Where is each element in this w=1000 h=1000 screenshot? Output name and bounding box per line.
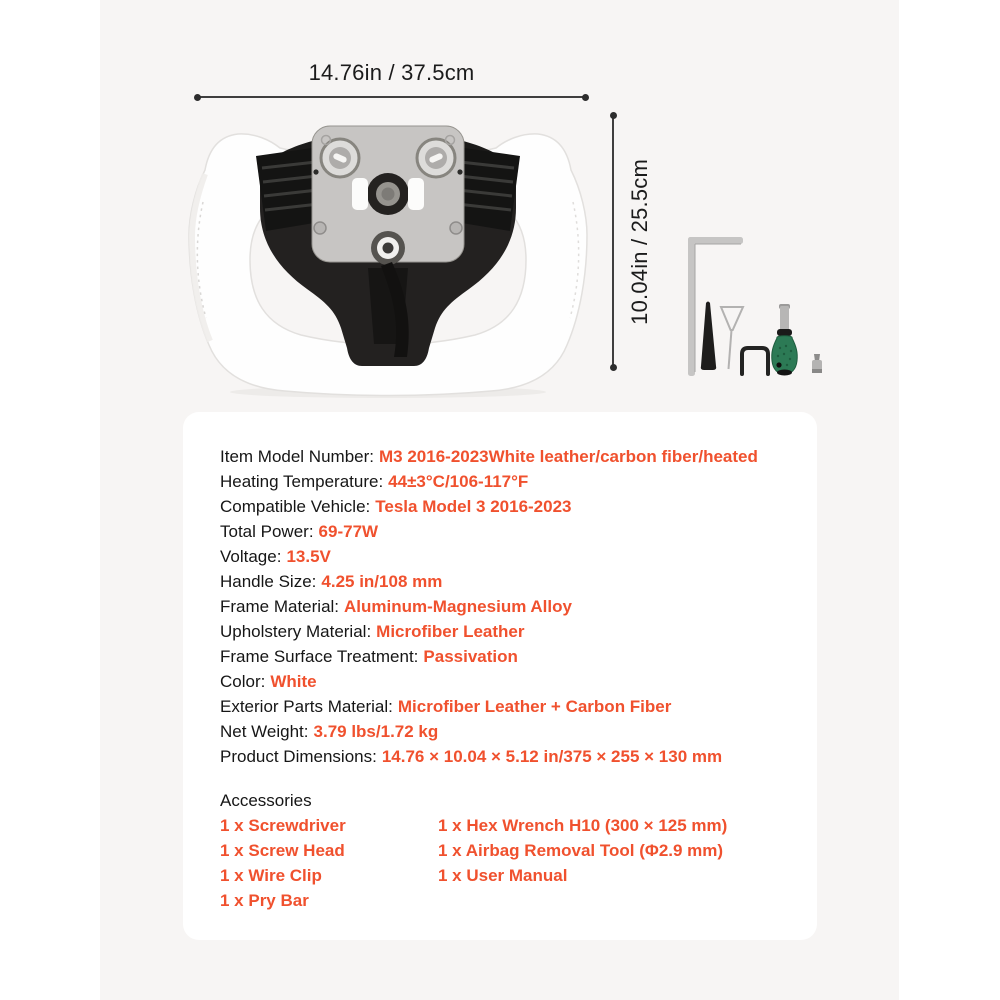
screw-head-bit <box>812 354 822 373</box>
plate-hole <box>314 222 326 234</box>
spec-value: M3 2016-2023White leather/carbon fiber/heated <box>379 447 758 466</box>
spec-row <box>220 444 789 469</box>
height-dimension-label-wrap <box>620 115 660 368</box>
spec-label: Voltage: <box>220 547 282 566</box>
spec-value: 3.79 lbs/1.72 kg <box>313 722 439 741</box>
connector-window <box>352 178 368 210</box>
spec-label: Handle Size: <box>220 572 317 591</box>
center-hub-core <box>382 188 395 201</box>
accessories-grid <box>220 813 789 913</box>
width-dimension-label: 14.76in / 37.5cm <box>308 60 475 85</box>
wire-clip <box>742 348 768 374</box>
spec-row <box>220 519 789 544</box>
spec-row <box>220 744 789 769</box>
spec-value: Microfiber Leather + Carbon Fiber <box>397 697 672 716</box>
accessory-item: 1 x Airbag Removal Tool (Φ2.9 mm) <box>438 841 724 860</box>
spec-list <box>220 444 789 769</box>
accessory-item: 1 x Hex Wrench H10 (300 × 125 mm) <box>438 816 728 835</box>
spec-row <box>220 594 789 619</box>
spec-row <box>220 669 789 694</box>
spec-row <box>220 494 789 519</box>
spec-label: Color: <box>220 672 266 691</box>
accessories-column-2 <box>438 813 727 913</box>
spec-value: 69-77W <box>318 522 379 541</box>
spec-value: Tesla Model 3 2016-2023 <box>375 497 572 516</box>
left-connector-block <box>256 148 320 231</box>
spec-label: Total Power: <box>220 522 314 541</box>
spec-value: 13.5V <box>286 547 331 566</box>
spec-row <box>220 719 789 744</box>
installation-tools-image <box>680 220 830 380</box>
spec-row <box>220 569 789 594</box>
accessory-item: 1 x User Manual <box>438 866 568 885</box>
accessory-item: 1 x Wire Clip <box>220 866 322 885</box>
width-dimension-arrow <box>197 96 586 98</box>
arrow-endpoint-dot <box>610 364 617 371</box>
spec-label: Exterior Parts Material: <box>220 697 393 716</box>
spec-card <box>183 412 817 940</box>
spec-row <box>220 469 789 494</box>
spec-label: Upholstery Material: <box>220 622 372 641</box>
screw <box>457 169 462 174</box>
arrow-endpoint-dot <box>582 94 589 101</box>
spec-value: White <box>270 672 317 691</box>
spec-label: Net Weight: <box>220 722 309 741</box>
spec-value: Aluminum-Magnesium Alloy <box>344 597 572 616</box>
spec-row <box>220 694 789 719</box>
airbag-removal-tool <box>721 307 743 369</box>
spec-row <box>220 644 789 669</box>
accessories-column-1 <box>220 813 438 913</box>
arrow-endpoint-dot <box>194 94 201 101</box>
spec-value: Passivation <box>423 647 518 666</box>
lower-bearing <box>371 231 405 265</box>
spec-row <box>220 619 789 644</box>
spec-label: Heating Temperature: <box>220 472 384 491</box>
pry-bar <box>701 302 716 371</box>
spec-label: Product Dimensions: <box>220 747 377 766</box>
accessory-item: 1 x Screw Head <box>220 841 345 860</box>
connector-window <box>408 178 424 210</box>
steering-wheel-image <box>180 110 600 400</box>
height-dimension-label: 10.04in / 25.5cm <box>627 158 652 325</box>
right-connector-block <box>456 148 520 231</box>
screw <box>313 169 318 174</box>
spec-label: Frame Material: <box>220 597 340 616</box>
spec-label: Compatible Vehicle: <box>220 497 371 516</box>
accessory-item: 1 x Pry Bar <box>220 891 309 910</box>
accessory-item: 1 x Screwdriver <box>220 816 346 835</box>
spec-label: Frame Surface Treatment: <box>220 647 419 666</box>
height-dimension-arrow <box>612 115 614 368</box>
spec-row <box>220 544 789 569</box>
spec-value: 4.25 in/108 mm <box>321 572 443 591</box>
plate-hole <box>450 222 462 234</box>
arrow-endpoint-dot <box>610 112 617 119</box>
accessories-title: Accessories <box>220 791 312 810</box>
screwdriver <box>772 304 798 376</box>
spec-value: 44±3°C/106-117°F <box>388 472 529 491</box>
spec-value: 14.76 × 10.04 × 5.12 in/375 × 255 × 130 mm <box>381 747 723 766</box>
spec-label: Item Model Number: <box>220 447 374 466</box>
spec-value: Microfiber Leather <box>376 622 525 641</box>
